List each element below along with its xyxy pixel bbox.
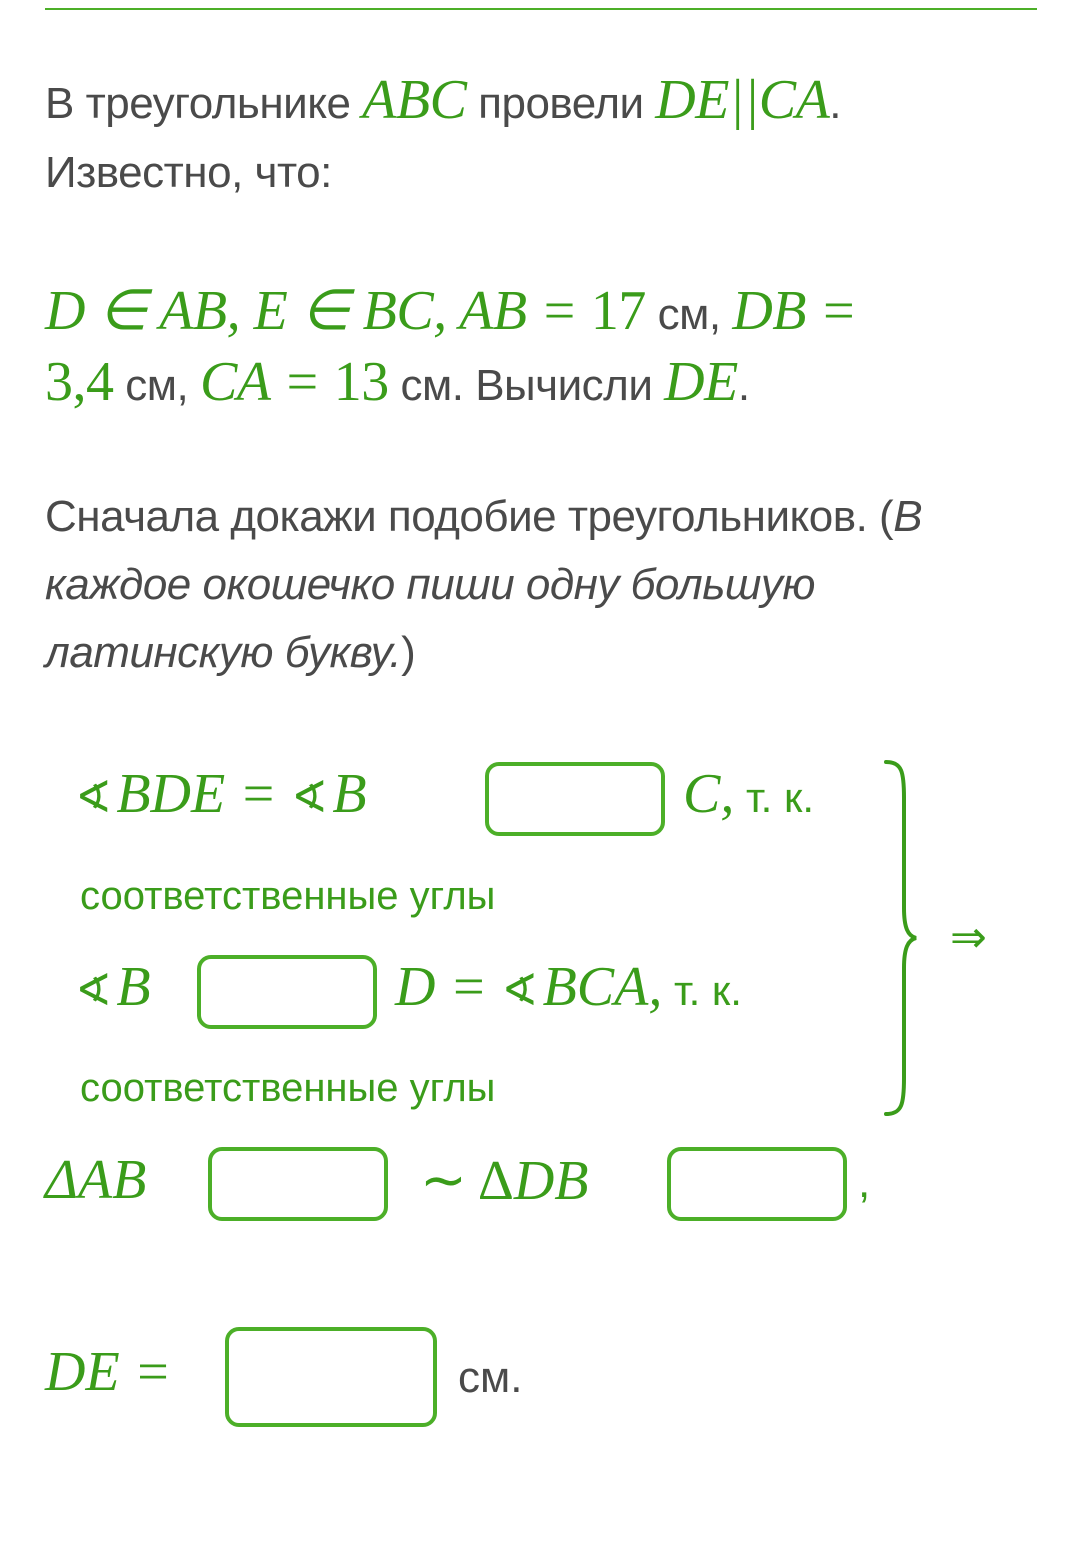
ab-value: 17: [590, 280, 646, 342]
unit-text: см,: [645, 290, 733, 339]
system-row-2: [75, 955, 151, 1019]
answer-input-de[interactable]: [225, 1327, 437, 1427]
angle-icon: ∢: [75, 772, 112, 823]
problem-text: .: [829, 79, 842, 128]
conditions-line-2: [45, 350, 750, 414]
right-brace-icon: [880, 758, 920, 1118]
because-text: т. к.: [662, 967, 742, 1014]
angle-icon: ∢: [75, 965, 112, 1016]
implies-icon: ⇒: [950, 912, 987, 963]
instruction-italic: каждое окошечко пиши одну большую: [45, 560, 815, 609]
ca-label: CA =: [199, 351, 334, 413]
conditions-line-1: [45, 278, 857, 343]
problem-line-1: [45, 68, 841, 132]
system-row-1: [75, 762, 367, 826]
instruction-text: Сначала докажи подобие треугольников. (: [45, 492, 894, 541]
answer-unit: см.: [458, 1353, 523, 1402]
system-row-1-end: [683, 762, 814, 826]
angle-bde: BDE =: [116, 763, 291, 825]
angle-icon: ∢: [501, 965, 539, 1016]
answer-box-1[interactable]: [485, 762, 665, 836]
problem-text: провели: [466, 79, 656, 128]
similar-symbol: ∼ Δ: [420, 1150, 514, 1212]
ca-value: 13: [333, 351, 389, 413]
instruction-italic: В: [893, 492, 923, 541]
problem-line-2: [45, 148, 332, 198]
triangle-ab: ΔAB: [45, 1149, 147, 1211]
instruction-italic: латинскую букву.: [45, 628, 402, 677]
answer-box-4[interactable]: [667, 1147, 847, 1221]
problem-text: .: [737, 361, 750, 410]
instruction-line-2: [45, 560, 815, 610]
reason-text-1: соответственные углы: [80, 874, 496, 918]
reason-text-2: соответственные углы: [80, 1066, 496, 1110]
triangle-db: DB: [513, 1150, 589, 1212]
unit-text: см. Вычисли: [388, 361, 665, 410]
problem-text: В треугольнике: [45, 79, 363, 128]
answer-label-row: [45, 1340, 171, 1404]
top-divider: [45, 8, 1037, 10]
instruction-line-3: [45, 628, 415, 678]
angle-vertex-d: D =: [395, 956, 502, 1018]
answer-box-3[interactable]: [208, 1147, 388, 1221]
similarity-left: [45, 1148, 146, 1212]
angle-vertex-c: C,: [683, 763, 735, 825]
parallel-lines: DE||CA: [655, 69, 830, 131]
angle-icon: ∢: [290, 772, 328, 823]
db-label: DB =: [732, 280, 857, 342]
instruction-line-1: [45, 492, 922, 542]
answer-label: DE =: [45, 1341, 172, 1403]
similarity-middle: [420, 1148, 589, 1213]
because-text: т. к.: [734, 774, 814, 821]
similarity-comma: ,: [858, 1158, 871, 1207]
angle-vertex-b: B: [332, 763, 367, 825]
triangle-name: ABC: [362, 69, 467, 131]
answer-box-2[interactable]: [197, 955, 377, 1029]
known-label: Известно, что:: [45, 148, 332, 197]
instruction-text: ): [401, 628, 416, 677]
unit-text: см,: [113, 361, 200, 410]
condition-expression: D ∈ AB, E ∈ BC, AB =: [45, 280, 591, 342]
db-value: 3,4: [45, 351, 114, 413]
angle-vertex-b: B: [116, 956, 151, 1018]
angle-bca: BCA,: [542, 956, 663, 1018]
system-row-2-end: [395, 955, 742, 1019]
find-segment: DE: [664, 351, 738, 413]
